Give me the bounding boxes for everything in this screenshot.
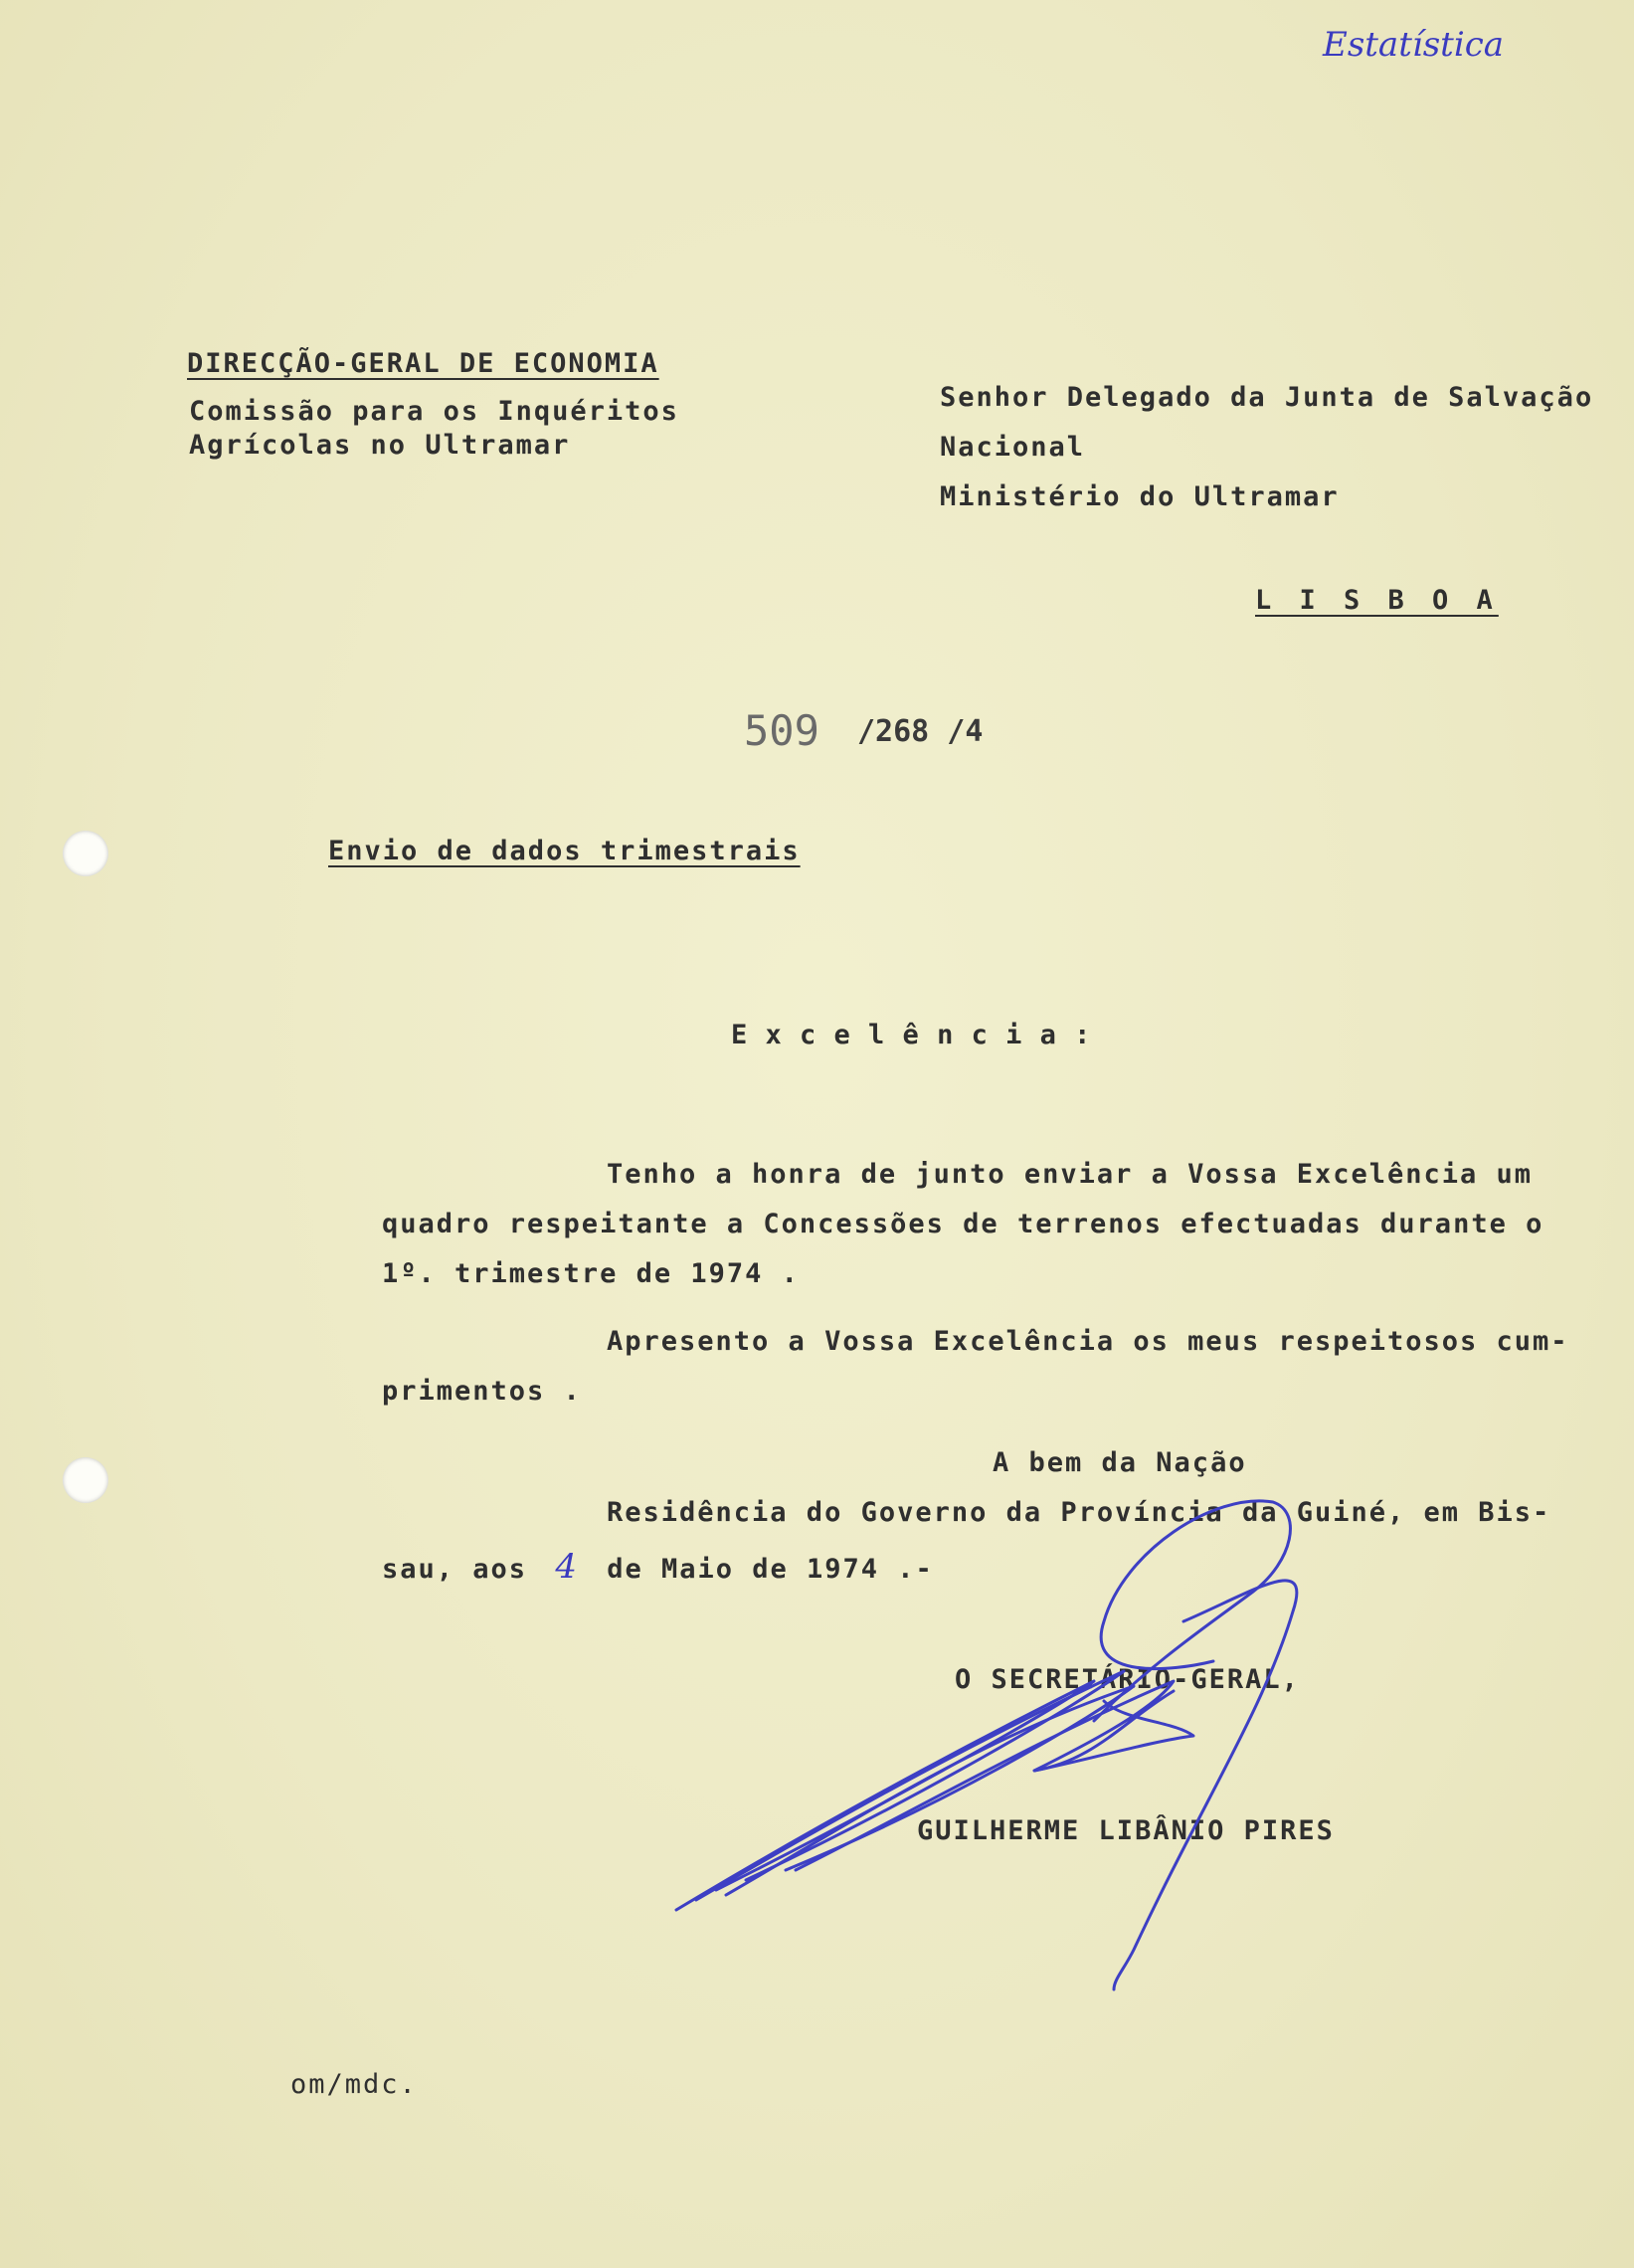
org-heading: DIRECÇÃO-GERAL DE ECONOMIA xyxy=(187,348,659,379)
body-p1-line2: quadro respeitante a Concessões de terrenos efectuadas durante o xyxy=(382,1209,1544,1239)
body-p1-line3: 1º. trimestre de 1974 . xyxy=(382,1258,800,1289)
closing-place-line1: Residência do Governo da Província da Guiné, em Bis- xyxy=(607,1497,1551,1528)
typist-initials: om/mdc. xyxy=(290,2069,418,2100)
signatory-name: GUILHERME LIBÂNIO PIRES xyxy=(917,1815,1335,1846)
subject-line: Envio de dados trimestrais xyxy=(328,836,801,866)
recipient-line-2: Nacional xyxy=(940,432,1086,463)
handwritten-day: 4 xyxy=(555,1547,579,1587)
closing-place-post: de Maio de 1974 .- xyxy=(607,1554,934,1585)
recipient-city: L I S B O A xyxy=(1255,585,1499,616)
recipient-line-3: Ministério do Ultramar xyxy=(940,481,1340,512)
commission-line-1: Comissão para os Inquéritos xyxy=(189,396,679,427)
signature-title: O SECRETÁRIO-GERAL, xyxy=(955,1664,1300,1695)
commission-line-2: Agrícolas no Ultramar xyxy=(189,430,571,461)
reference-stamp: 509 xyxy=(744,706,819,755)
handwritten-signature xyxy=(656,1472,1452,2029)
punch-hole-top xyxy=(63,831,108,876)
body-p1-line1: Tenho a honra de junto enviar a Vossa Excelência um xyxy=(607,1159,1534,1190)
reference-number: /268 /4 xyxy=(857,714,984,749)
closing-place-pre: sau, aos xyxy=(382,1554,528,1585)
body-p2-line2: primentos . xyxy=(382,1376,582,1407)
handwritten-annotation: Estatística xyxy=(1323,25,1505,65)
punch-hole-bottom xyxy=(63,1457,108,1503)
closing-motto: A bem da Nação xyxy=(993,1447,1247,1478)
salutation: E x c e l ê n c i a : xyxy=(731,1020,1092,1050)
recipient-line-1: Senhor Delegado da Junta de Salvação xyxy=(940,382,1594,413)
body-p2-line1: Apresento a Vossa Excelência os meus respeitosos cum- xyxy=(607,1326,1569,1357)
